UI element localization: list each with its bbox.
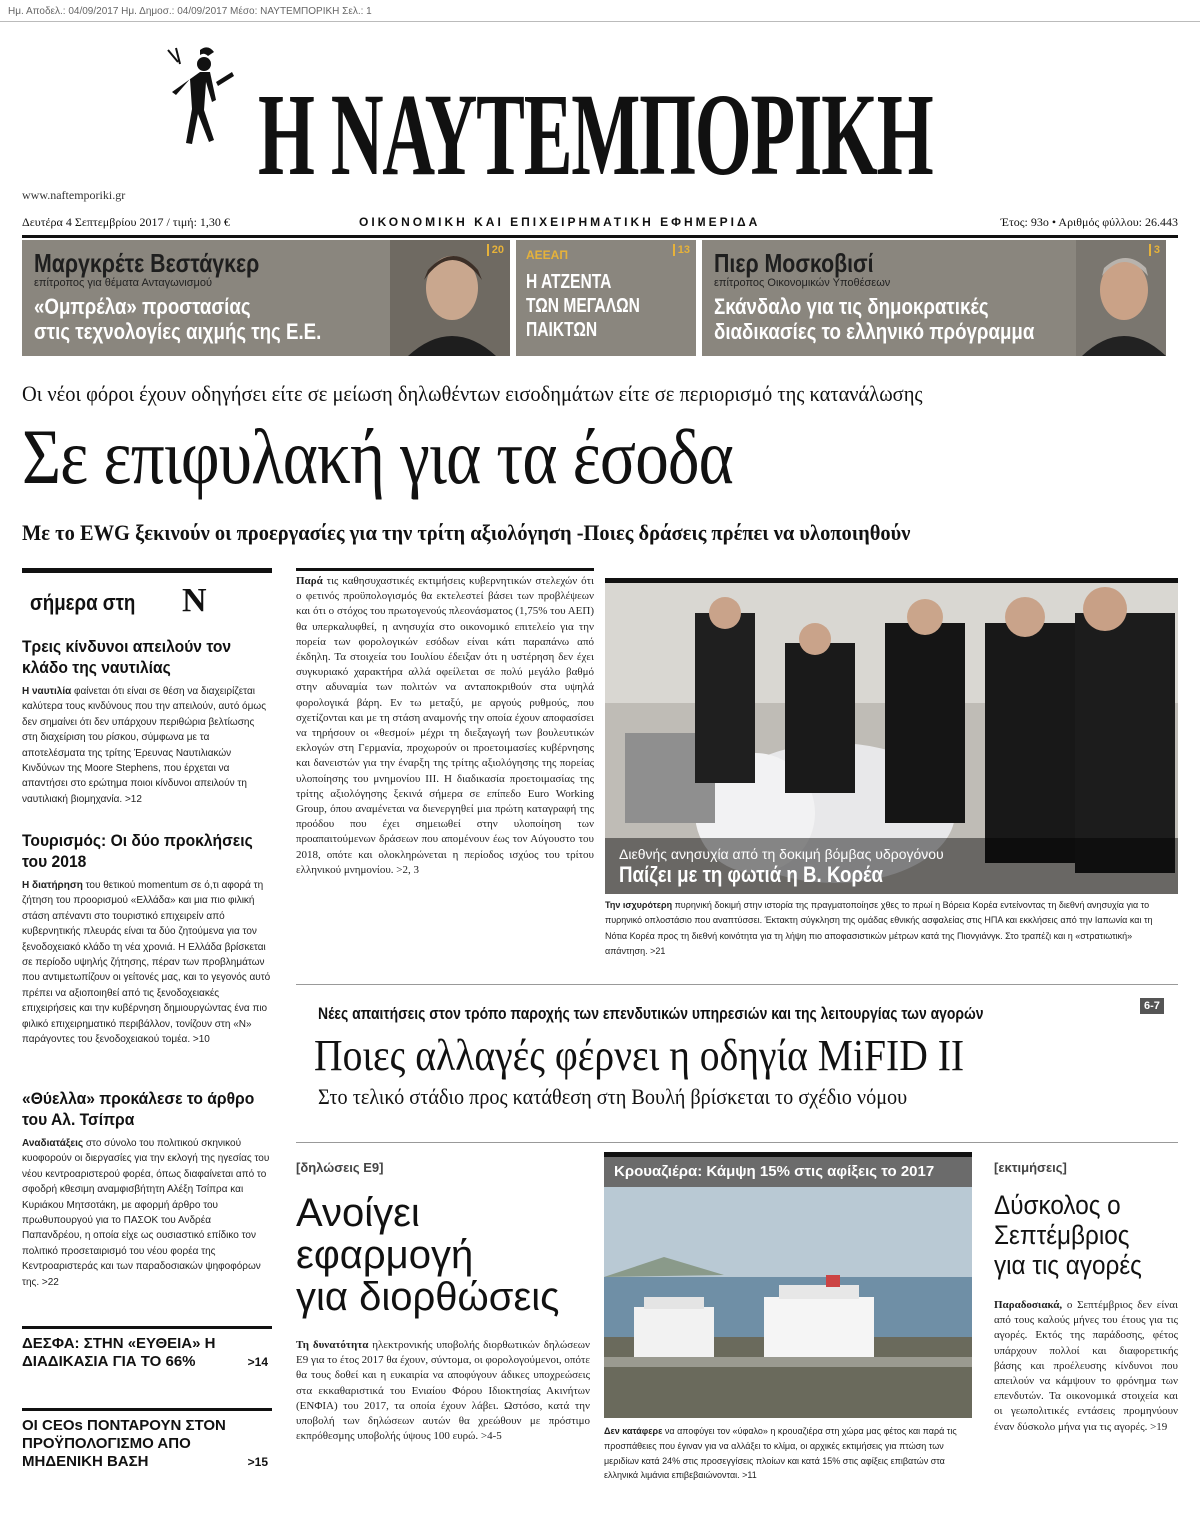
cruise-title: Κρουαζιέρα: Κάμψη 15% στις αφίξεις το 2017	[604, 1157, 972, 1187]
lead-body-rule	[296, 568, 594, 571]
north-korea-photo[interactable]	[605, 578, 1178, 894]
promo-role: επίτροπος Οικονομικών Υποθέσεων	[714, 277, 891, 289]
mifid-subtitle: Στο τελικό στάδιο προς κατάθεση στη Βουλή βρίσκεται το σχέδιο νόμου	[318, 1084, 908, 1109]
cruise-photo[interactable]	[604, 1152, 972, 1418]
photo-title: Παίζει με τη φωτιά η Β. Κορέα	[619, 862, 883, 887]
cruise-caption: Δεν κατάφερε να αποφύγει τον «ύφαλο» η κρουαζιέρα στη χώρα μας φέτος και παρά τις προσπάθειες που έγιναν για να αλλάξει το κλίμα, οι αρχικές εκτιμήσεις για πτώση των μεριδίων κατά 24% στις προσεγγίσεις πλοίων και κατά 15% στις αφίξεις επιβατών στα ελληνικά λιμάνια επιβεβαιώνονται. >11	[604, 1426, 957, 1481]
promo-moscovici[interactable]	[702, 240, 1166, 356]
sidebar-box-title: ΔΕΣΦΑ: ΣΤΗΝ «ΕΥΘΕΙΑ» Η ΔΙΑΔΙΚΑΣΙΑ ΓΙΑ ΤΟ 66%	[22, 1335, 216, 1370]
e9-body: Τη δυνατότητα ηλεκτρονικής υποβολής διορθωτικών δηλώσεων Ε9 για το έτος 2017 θα έχουν, σύντομα, οι φορολογούμενοι, οπότε θα τους δοθεί και η ευκαιρία να αποφύγουν άδικες υποχρεώσεις στα εκκαθαριστικά του Ενιαίου Φόρου Ιδιοκτησίας Ακινήτων (ΕΝΦΙΑ) του 2017, τα οποία έχουν λάβει. Ωστόσο, κατά την υποβολή των δηλώσεων αυτών θα χρεώθουν με πρόστιμο εκπρόθεσμης υποβολής ύψους 100 ευρώ. >4-5	[296, 1339, 590, 1443]
website-url: www.naftemporiki.gr	[22, 188, 126, 202]
sidebar-item-body: Αναδιατάξεις στο σύνολο του πολιτικού σκηνικού κυοφορούν οι διεργασίες για την εκλογή της ηγεσίας του νέου κεντροαριστερού φορέα, όπως διαφαίνεται από το σφοδρή κθεσιμη αναμφισβήτητη Αλέξη Τσίπρα και Κυριάκου Μητσοτάκη, με αφορμή άρθρο του πρωθυπουργού για το ΠΑΣΟΚ του Ανδρέα Παπανδρέου, η οποία είχε ως ουσιαστικό επίδικο τον πολιτικό προσεταιρισμό του νέου φορέα της Κεντροαριστεράς και των παραδοσιακών ψηφοφόρων της. >22	[22, 1138, 270, 1288]
promo-headline: Σκάνδαλο για τις δημοκρατικές διαδικασίες το ελληνικό πρόγραμμα	[714, 294, 1035, 344]
lead-body: Παρά τις καθησυχαστικές εκτιμήσεις κυβερνητικών στελεχών ότι ο φετινός προϋπολογισμός θα εκτελεστεί βάσει των προβλέψεων και ότι ο στόχος του πρωτογενούς πλεονάσματος (1,75% του ΑΕΠ) θα υπερκαλυφθεί, η ανησυχία στο οικονομικό επιτελείο για την πορεία των φορολογικών εσόδων είναι κάτι παραπάνω από έκδηλη. Τα στοιχεία του Ιουλίου έδειξαν ότι η υστέρηση δεν έχει συγκυριακό χαρακτήρα αλλά οφείλεται σε πολύ μεγάλο βαθμό στην αδυναμία των πολιτών να ανταποκριθούν στα υψηλά φορολογικά βάρη. Εν τω μεταξύ, με αργούς ρυθμούς, που σχετίζονται και με τη στάση αναμονής την οποία έχουν αποφασίσει να τηρήσουν οι «θεσμοί» μέχρι τη διεξαγωγή των βουλευτικών εκλογών στη Γερμανία, προχωρούν οι προετοιμασίες κυβέρνησης και δανειστών για την έναρξη της τρίτης αξιολόγησης της πορείας υλοποίησης του μνημονίου ΙΙΙ. Η διαδικασία προετοιμασίας της τρίτης αξιολόγησης ξεκινά σήμερα σε επίπεδο Euro Working Group, όπου αναμένεται να διενεργηθεί μια πρώτη καταγραφή της προόδου που έχει σημειωθεί στην υλοποίηση των προαπαιτούμενων δράσεων που απομένουν έως τον Αύγουστο του 2018, οπότε και ολοκληρώνεται η περίοδος ισχύος του τρίτου ελληνικού μνημονίου. >2, 3	[296, 575, 594, 876]
sidebar-item-title: Τρεις κίνδυνοι απειλούν τον κλάδο της ναυτιλίας	[22, 637, 232, 677]
september-headline[interactable]: Δύσκολος ο Σεπτέμβριος για τις αγορές	[994, 1190, 1142, 1280]
korea-caption: Την ισχυρότερη πυρηνική δοκιμή στην ιστορία της πραγματοποίησε χθες το πρωί η Βόρεια Κορέα εντείνοντας τη διεθνή ανησυχία για το πυρηνικό οπλοστάσιο που αναπτύσσει. Έκτακτη σύγκληση της ομάδας εθνικής ασφαλείας στις ΗΠΑ και εκκλήσεις από την Ιαπωνία και τη Νότια Κορέα προς τη διεθνή κοινότητα για τη λήψη πιο αποφασιστικών μέτρων κατά της Πιονγιάνγκ. Στο τραπέζι και η «στρατιωτική» απάντηση. >21	[605, 900, 1153, 956]
dateline	[22, 213, 1178, 233]
clipping-meta: Ημ. Αποδελ.: 04/09/2017 Ημ. Δημοσ.: 04/09/2017 Μέσο: ΝΑΥΤΕΜΠΟΡΙΚΗ Σελ.: 1	[0, 0, 1200, 22]
section-divider	[296, 1142, 1178, 1143]
hermes-logo-icon	[160, 42, 240, 182]
promo-page-ref: 3	[1149, 244, 1160, 256]
sidebar-item-tourism[interactable]	[22, 830, 272, 1047]
sidebar-rule	[22, 568, 272, 573]
e9-tag: [δηλώσεις Ε9]	[296, 1160, 384, 1175]
sidebar-box-ref: >15	[247, 1455, 268, 1469]
promo-headline: Η ΑΤΖΕΝΤΑ ΤΩΝ ΜΕΓΑΛΩΝ ΠΑΙΚΤΩΝ	[526, 271, 640, 341]
sidebar-box-desfa[interactable]	[22, 1326, 272, 1371]
mifid-kicker: Νέες απαιτήσεις στον τρόπο παροχής των επενδυτικών υπηρεσιών και της λειτουργίας των αγορών	[318, 1004, 984, 1023]
lead-subhead: Με το EWG ξεκινούν οι προεργασίες για την τρίτη αξιολόγηση -Ποιες δράσεις πρέπει να υλοποιηθούν	[22, 520, 911, 545]
sidebar-box-title: ΟΙ CEOs ΠΟΝΤΑΡΟΥΝ ΣΤΟΝ ΠΡΟΫΠΟΛΟΓΙΣΜΟ ΑΠΟ ΜΗΔΕΝΙΚΗ ΒΑΣΗ	[22, 1417, 226, 1470]
promo-headline: «Ομπρέλα» προστασίας στις τεχνολογίες αιχμής της Ε.Ε.	[34, 294, 322, 344]
sidebar-item-body: Η ναυτιλία φαίνεται ότι είναι σε θέση να διαχειρίζεται καλύτερα τους κινδύνους που την απειλούν, αυτό όμως δεν σημαίνει ότι δεν υπάρχουν περιθώρια βελτίωσης στη διαχείριση του ρίσκου, σύμφωνα με τα αποτελέσματα της τρίτης Έρευνας Ναυτιλιακών Κινδύνων της Moore Stephens, που έρχεται να απαντήσει στο ερώτημα ποιοι κίνδυνοι απειλούν τη ναυτιλιακή βιομηχανία. >12	[22, 686, 267, 805]
promo-role: επίτροπος για θέματα Ανταγωνισμού	[34, 277, 212, 289]
sidebar-item-body: Η διατήρηση του θετικού momentum σε ό,τι αφορά τη ζήτηση του προορισμού «Ελλάδα» και μια πιο φιλική στάση απέναντι στο τουριστικό επιχειρείν από κυβερνητικής πλευράς είναι τα δύο ζητούμενα για τον ξενοδοχειακό κλάδο τη νέα χρονιά. Η Ελλάδα βρίσκεται σε περίοδο υψηλής ζήτησης, πέραν των προβλημάτων που αντιμετωπίζουν οι γείτονές μας, και το γεγονός αυτό πρέπει να αξιοποιηθεί από τις ξενοδοχειακές επιχειρήσεις και την κυβέρνηση δημιουργώντας ένα πιο φιλικό επιχειρηματικό περιβάλλον, τονίζουν στη «Ν» παράγοντες του ξενοδοχειακού τομέα. >10	[22, 880, 271, 1046]
cruise-image	[604, 1157, 972, 1418]
issue-number: Έτος: 93ο • Αριθμός φύλλου: 26.443	[1000, 215, 1178, 229]
promo-page-ref: 13	[673, 244, 690, 256]
september-tag: [εκτιμήσεις]	[994, 1160, 1067, 1175]
lead-headline[interactable]: Σε επιφυλακή για τα έσοδα	[22, 413, 733, 500]
photo-kicker: Διεθνής ανησυχία από τη δοκιμή βόμβας υδρογόνου	[619, 846, 944, 862]
e9-headline[interactable]: Ανοίγει εφαρμογή για διορθώσεις	[296, 1191, 560, 1319]
tagline: ΟΙΚΟΝΟΜΙΚΗ ΚΑΙ ΕΠΙΧΕΙΡΗΜΑΤΙΚΗ ΕΦΗΜΕΡΙΔΑ	[359, 215, 761, 229]
promo-page-ref: 20	[487, 244, 504, 256]
date-price: Δευτέρα 4 Σεπτεμβρίου 2017 / τιμή: 1,30 €	[22, 215, 230, 229]
sidebar-item-tsipras[interactable]	[22, 1088, 272, 1290]
sidebar-box-ref: >14	[247, 1355, 268, 1369]
masthead-title: Η ΝΑΥΤΕΜΠΟΡΙΚΗ	[258, 69, 933, 200]
september-body: Παραδοσιακά, ο Σεπτέμβριος δεν είναι από τους καλούς μήνες του έτους για τις αγορές. Εκτός της παράδοσης, φέτος υπάρχουν πολλοί και διαφορετικής βάσης και προέλευσης κίνδυνοι που απειλούν να κάμψουν το φρόνημα των επενδυτών. Τα οικονομικά στοιχεία και οι γεωπολιτικές εντάσεις προμηνύουν έναν δύσκολο μήνα για τις αγορές. >19	[994, 1299, 1178, 1433]
mifid-page-ref: 6-7	[1140, 998, 1164, 1014]
promo-name: Μαργκρέτε Βεστάγκερ	[34, 248, 260, 278]
promo-reic[interactable]	[516, 240, 696, 356]
sidebar-header	[22, 578, 272, 622]
section-divider	[296, 984, 1178, 985]
sidebar-box-ceos[interactable]	[22, 1408, 272, 1471]
sidebar-item-title: Τουρισμός: Οι δύο προκλήσεις του 2018	[22, 831, 253, 871]
promo-tag: ΑΕΕΑΠ	[526, 248, 569, 262]
sidebar-label: σήμερα στη	[30, 590, 136, 615]
moscovici-photo	[1076, 240, 1166, 356]
sidebar-letter: Ν	[182, 582, 207, 619]
promo-name: Πιερ Μοσκοβισί	[714, 248, 874, 278]
lead-kicker: Οι νέοι φόροι έχουν οδηγήσει είτε σε μείωση δηλωθέντων εισοδημάτων είτε σε περιορισμό της κατανάλωσης	[22, 381, 923, 406]
promo-vestager[interactable]	[22, 240, 510, 356]
sidebar-item-shipping[interactable]	[22, 636, 272, 807]
masthead-rule	[22, 235, 1178, 238]
mifid-headline[interactable]: Ποιες αλλαγές φέρνει η οδηγία MiFID II	[314, 1031, 965, 1080]
sidebar-item-title: «Θύελλα» προκάλεσε το άρθρο του Αλ. Τσίπρα	[22, 1089, 255, 1129]
vestager-photo	[390, 240, 510, 356]
